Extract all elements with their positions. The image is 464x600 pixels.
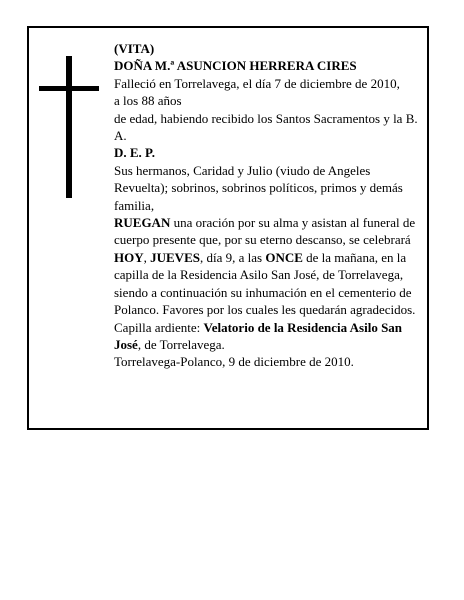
vita-label: (VITA) [114, 41, 155, 56]
prayer-text-2: , día 9, a las [199, 249, 266, 265]
chapel-paragraph [114, 319, 424, 354]
chapel-label: Capilla ardiente: [114, 319, 204, 335]
jueves-word: JUEVES [150, 249, 200, 265]
cross-vertical-bar [66, 56, 72, 198]
chapel-place: , de Torrelavega. [137, 336, 225, 352]
prayer-text-1: una oración por su alma y asistan al funeral de cuerpo presente que, por su eterno descanso, se celebrará [114, 215, 416, 248]
deceased-name: DOÑA M.ª ASUNCION HERRERA CIRES [114, 58, 357, 74]
prayer-text-3: de la mañana, en la capilla de la Residencia Asilo San José, de Torrelavega, siendo a continuación su inhumación en el cementerio de Polanco. Favores por los cuales les quedarán agradecidos. [114, 249, 416, 318]
family-paragraph: Sus hermanos, Caridad y Julio (viudo de Angeles Revuelta); sobrinos, sobrinos políticos, primos y demás familia, [114, 162, 403, 213]
prayer-separator: , [143, 249, 151, 265]
dep-line: D. E. P. [114, 145, 156, 161]
ruegan-word: RUEGAN [114, 215, 171, 231]
once-word: ONCE [265, 249, 303, 265]
prayer-paragraph [114, 214, 424, 318]
chapel-name: Velatorio de la Residencia Asilo San José [114, 319, 403, 352]
cross-horizontal-bar [39, 86, 99, 91]
obituary-notice [27, 26, 429, 430]
hoy-word: HOY [114, 249, 144, 265]
place-date: Torrelavega-Polanco, 9 de diciembre de 2010. [114, 354, 354, 370]
death-line-1: Falleció en Torrelavega, el día 7 de diciembre de 2010, [114, 75, 400, 91]
death-line-2: a los 88 años [114, 93, 182, 109]
sacraments-line: de edad, habiendo recibido los Santos Sacramentos y la B. A. [114, 110, 418, 144]
notice-text [114, 40, 424, 371]
